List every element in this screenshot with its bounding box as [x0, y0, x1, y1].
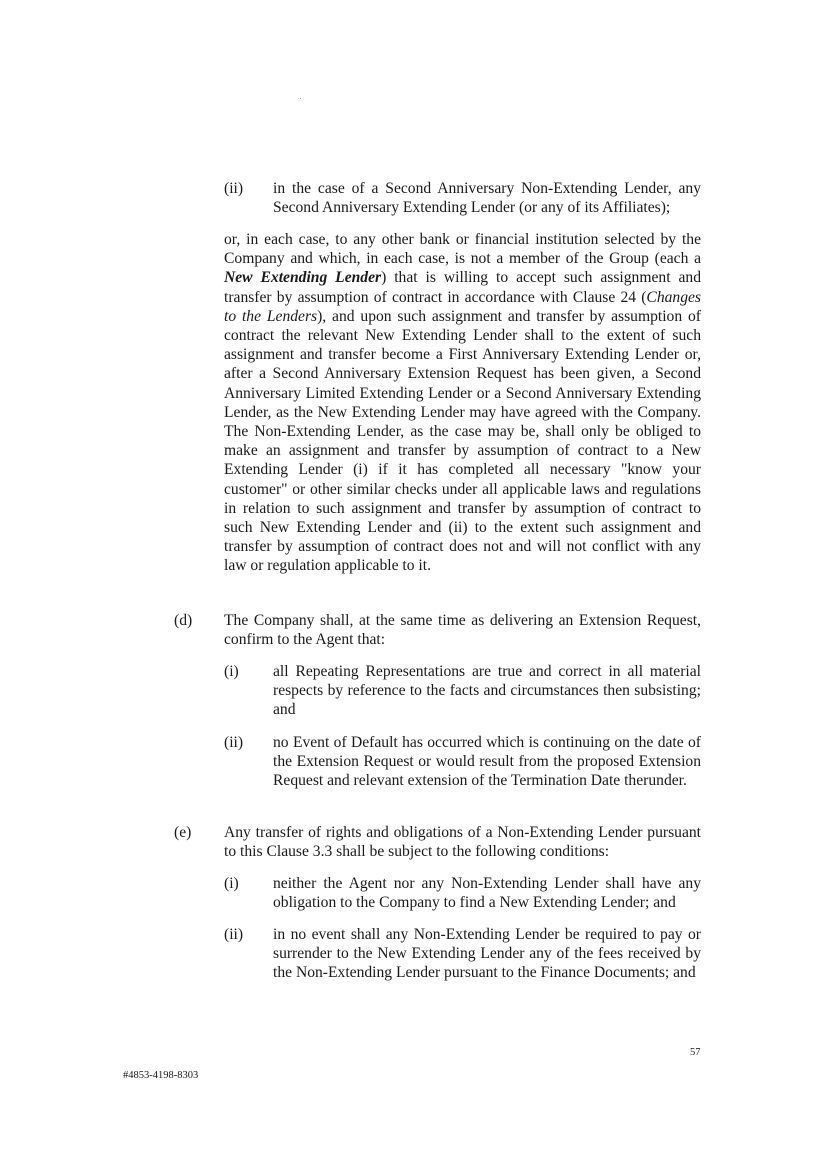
clause-d-ii-text: no Event of Default has occurred which is continuing on the date of the Extension Request or would result from the proposed Extension Request and relevant extension of the Termination Date therunder.	[273, 734, 701, 790]
clause-d-ii-label: (ii)	[224, 734, 244, 751]
continuation-paragraph: or, in each case, to any other bank or financial institution selected by the Company and which, in each case, is not a member of the Group (each a New Extending Lender) that is willing to accept such assignment and transfer by assumption of contract in accordance with Clause 24 (Changes to the Lenders), and upon such assignment and transfer by assumption of contract the relevant New Extending Lender shall to the extent of such assignment and transfer become a First Anniversary Extending Lender or, after a Second Anniversary Extension Request has been given, a Second Anniversary Limited Extending Lender or a Second Anniversary Extending Lender, as the New Extending Lender may have agreed with the Company. The Non-Extending Lender, as the case may be, shall only be obliged to make an assignment and transfer by assumption of contract to a New Extending Lender (i) if it has completed all necessary "know your customer" or other similar checks under all applicable laws and regulations in relation to such assignment and transfer by assumption of contract to such New Extending Lender and (ii) to the extent such assignment and transfer by assumption of contract does not and will not conflict with any law or regulation applicable to it.	[224, 231, 701, 575]
document-id: #4853-4198-8303	[123, 1070, 199, 1081]
clause-e-text: Any transfer of rights and obligations of a Non-Extending Lender pursuant to this Clause 3.3 shall be subject to the following conditions:	[224, 824, 701, 861]
scan-speck	[300, 98, 301, 99]
clause-e-ii-text: in no event shall any Non-Extending Lender be required to pay or surrender to the New Extending Lender any of the fees received by the Non-Extending Lender pursuant to the Finance Documents; and	[273, 926, 701, 982]
item-ii-text: in the case of a Second Anniversary Non-Extending Lender, any Second Anniversary Extending Lender (or any of its Affiliates);	[273, 180, 701, 217]
clause-d-text: The Company shall, at the same time as delivering an Extension Request, confirm to the Agent that:	[224, 612, 701, 649]
clause-d-label: (d)	[174, 612, 193, 629]
item-ii-label: (ii)	[224, 180, 244, 197]
clause-reference: Changes to the Lenders	[224, 288, 701, 325]
clause-e-label: (e)	[174, 824, 192, 841]
clause-e-ii-label: (ii)	[224, 926, 244, 943]
defined-term: New Extending Lender	[224, 269, 382, 287]
clause-e-i-text: neither the Agent nor any Non-Extending Lender shall have any obligation to the Company to find a New Extending Lender; and	[273, 875, 701, 912]
clause-d-i-text: all Repeating Representations are true and correct in all material respects by reference to the facts and circumstances then subsisting; and	[273, 663, 701, 719]
page-number: 57	[690, 1047, 701, 1058]
clause-e-i-label: (i)	[224, 875, 239, 892]
clause-d-i-label: (i)	[224, 663, 239, 680]
